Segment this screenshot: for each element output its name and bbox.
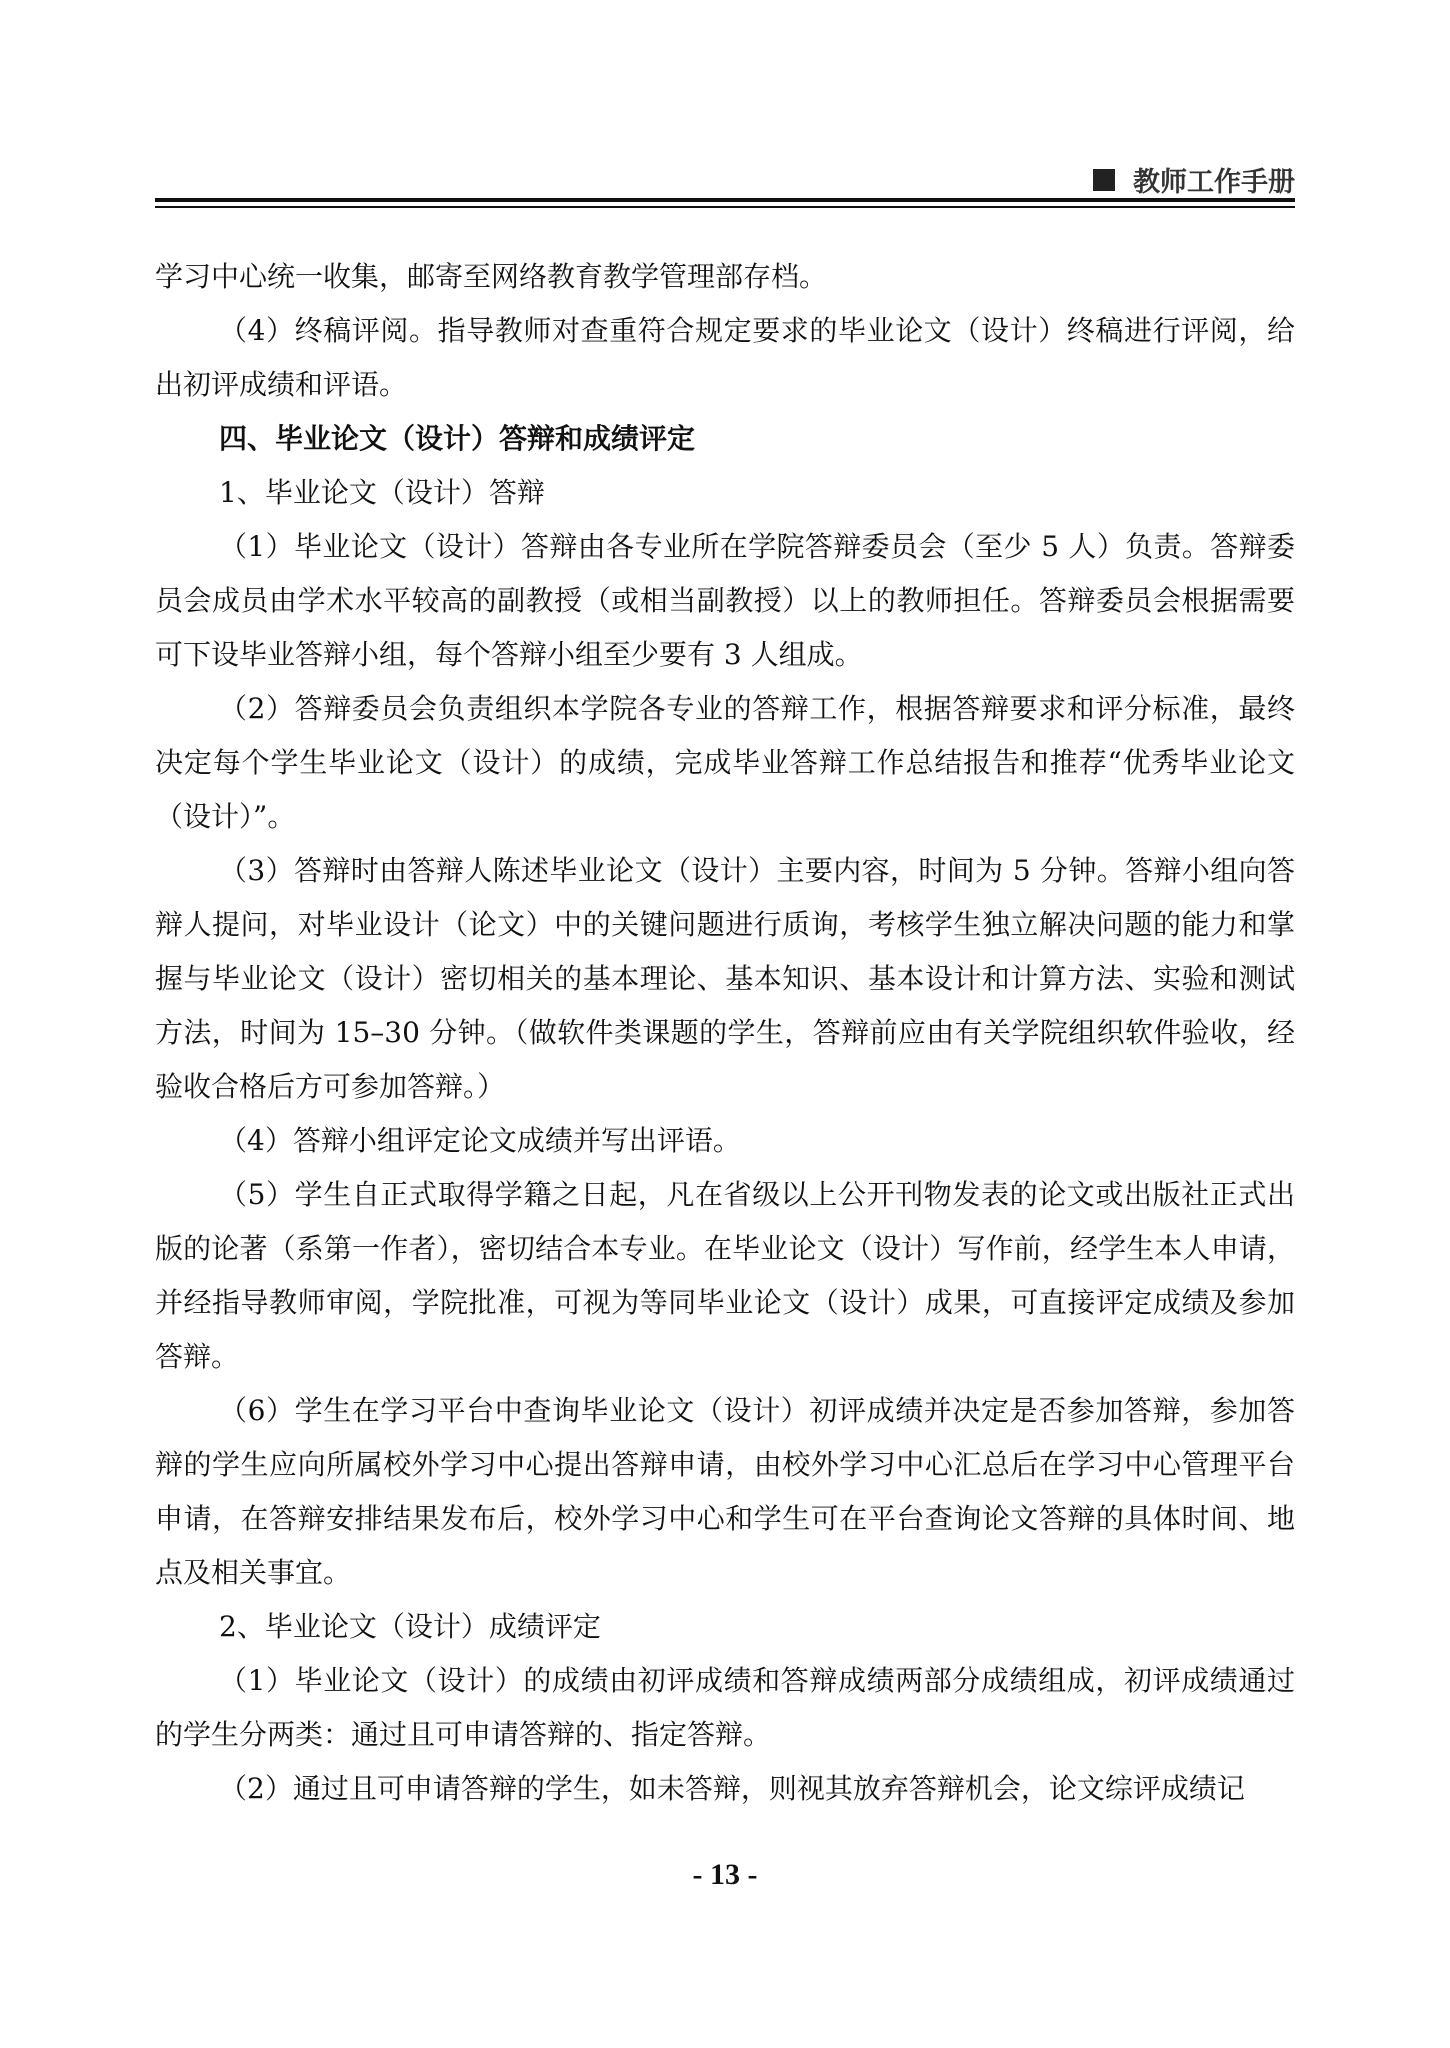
paragraph-defense-application: （6）学生在学习平台中查询毕业论文（设计）初评成绩并决定是否参加答辩，参加答辩的学生应向所属校外学习中心提出答辩申请，由校外学习中心汇总后在学习中心管理平台申请，在答辩安排结果发布后，校外学习中心和学生可在平台查询论文答辩的具体时间、地点及相关事宜。 [155, 1394, 1295, 1589]
paragraph-committee: （1）毕业论文（设计）答辩由各专业所在学院答辩委员会（至少 5 人）负责。答辩委员会成员由学术水平较高的副教授（或相当副教授）以上的教师担任。答辩委员会根据需要可下设毕业答辩小组，每个答辩小组至少要有 3 人组成。 [155, 530, 1295, 671]
body-text [155, 250, 1295, 1816]
paragraph-committee-duty: （2）答辩委员会负责组织本学院各专业的答辩工作，根据答辩要求和评分标准，最终决定每个学生毕业论文（设计）的成绩，完成毕业答辩工作总结报告和推荐“优秀毕业论文（设计）”。 [155, 692, 1295, 833]
page-number: - 13 - [692, 1858, 758, 1891]
paragraph-defense-procedure: （3）答辩时由答辩人陈述毕业论文（设计）主要内容，时间为 5 分钟。答辩小组向答辩人提问，对毕业设计（论文）中的关键问题进行质询，考核学生独立解决问题的能力和掌握与毕业论文（设计）密切相关的基本理论、基本知识、基本设计和计算方法、实验和测试方法，时间为 15–30 分钟。（做软件类课题的学生，答辩前应由有关学院组织软件验收，经验收合格后方可参加答辩。） [155, 854, 1295, 1103]
paragraph-grade-composition: （1）毕业论文（设计）的成绩由初评成绩和答辩成绩两部分成绩组成，初评成绩通过的学生分两类：通过且可申请答辩的、指定答辩。 [155, 1664, 1295, 1751]
paragraph-final-review: （4）终稿评阅。指导教师对查重符合规定要求的毕业论文（设计）终稿进行评阅，给出初评成绩和评语。 [155, 314, 1295, 401]
paragraph-no-defense: （2）通过且可申请答辩的学生，如未答辩，则视其放弃答辩机会，论文综评成绩记 [219, 1772, 1245, 1805]
header-rule-thick [155, 198, 1295, 202]
subheading-defense: 1、毕业论文（设计）答辩 [219, 476, 545, 509]
paragraph-publication-equivalence: （5）学生自正式取得学籍之日起，凡在省级以上公开刊物发表的论文或出版社正式出版的论著（系第一作者），密切结合本专业。在毕业论文（设计）写作前，经学生本人申请，并经指导教师审阅，学院批准，可视为等同毕业论文（设计）成果，可直接评定成绩及参加答辩。 [155, 1178, 1295, 1373]
section-heading-defense-grading: 四、毕业论文（设计）答辩和成绩评定 [219, 422, 696, 455]
running-header [1093, 160, 1295, 199]
header-rule-thin [155, 206, 1295, 208]
paragraph-group-grading: （4）答辩小组评定论文成绩并写出评语。 [219, 1124, 741, 1157]
paragraph-continuation: 学习中心统一收集，邮寄至网络教育教学管理部存档。 [155, 260, 828, 293]
header-title: 教师工作手册 [1133, 167, 1295, 198]
square-bullet-icon [1093, 169, 1115, 191]
subheading-grading: 2、毕业论文（设计）成绩评定 [219, 1610, 601, 1643]
